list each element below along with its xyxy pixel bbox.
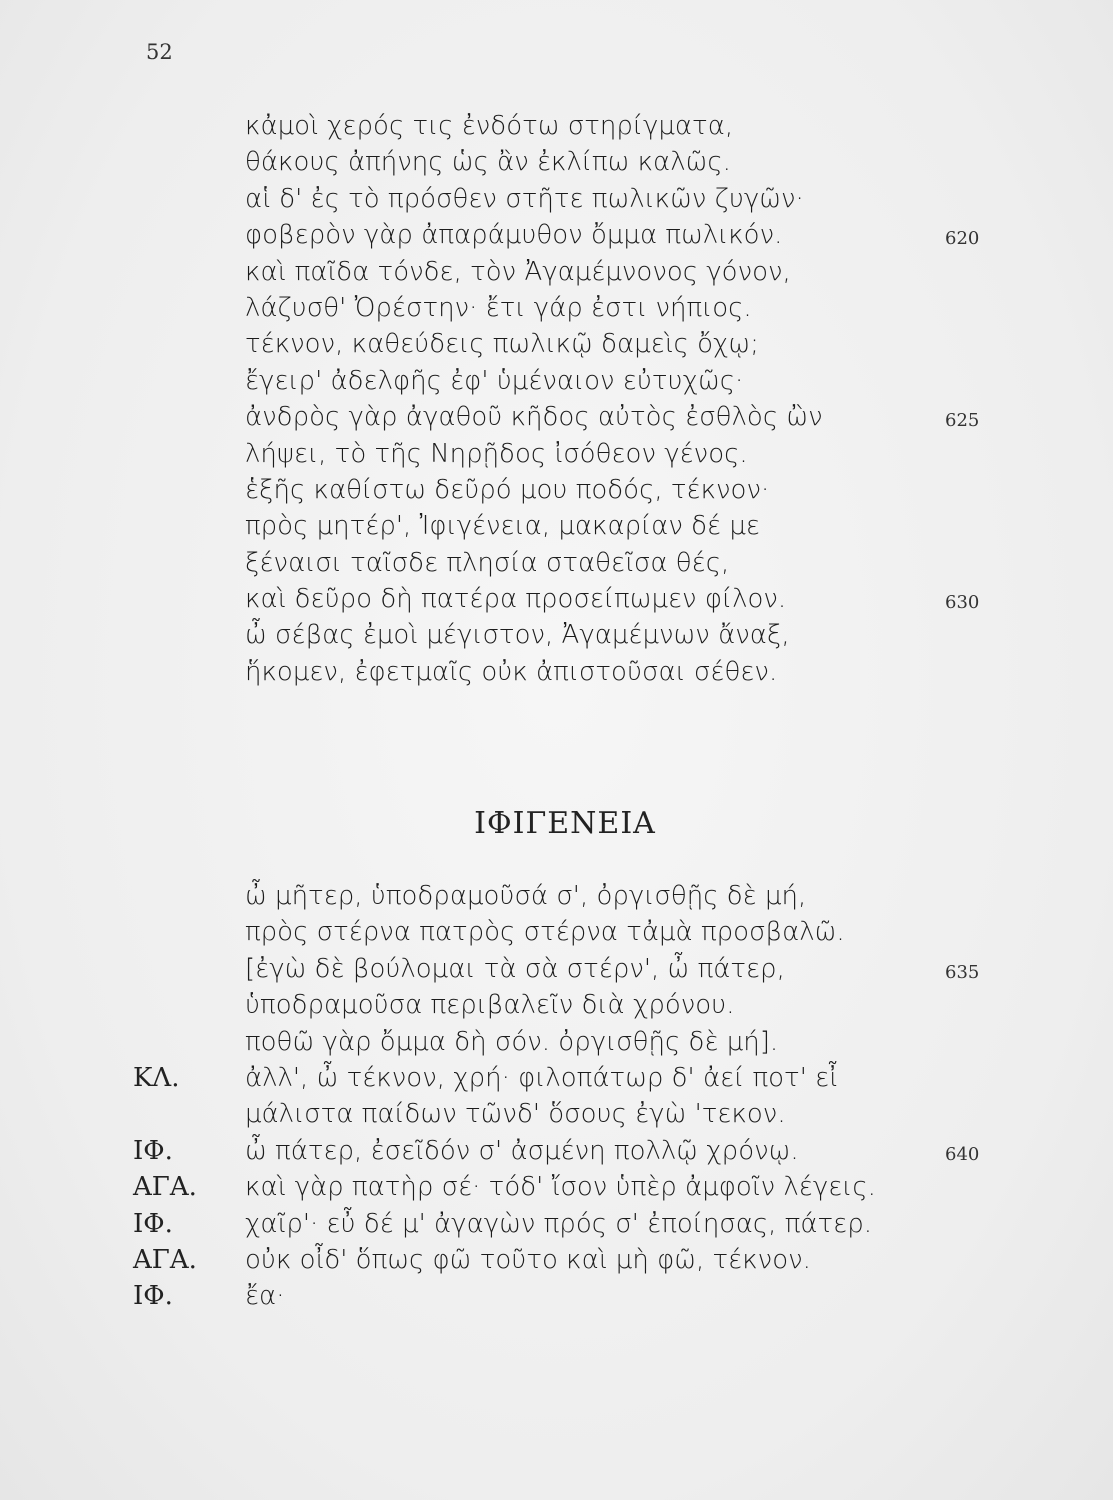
verse-line xyxy=(245,617,1005,653)
verse-text: ξέναισι ταῖσδε πλησία σταθεῖσα θές, xyxy=(245,547,730,578)
verse-text: θάκους ἀπήνης ὡς ἂν ἐκλίπω καλῶς. xyxy=(245,147,731,178)
verse-line xyxy=(245,878,1005,914)
verse-text: οὐκ οἶδ' ὅπως φῶ τοῦτο καὶ μὴ φῶ, τέκνον. xyxy=(245,1244,811,1275)
speaker-label: ΚΛ. xyxy=(133,1062,180,1093)
page-number: 52 xyxy=(146,40,173,64)
verse-text: λήψει, τὸ τῆς Νηρῇδος ἰσόθεον γένος. xyxy=(245,438,748,469)
verse-text: ὑποδραμοῦσα περιβαλεῖν διὰ χρόνου. xyxy=(245,990,735,1021)
line-number: 630 xyxy=(945,592,980,614)
speaker-label: ΙΦ. xyxy=(133,1135,173,1166)
verse-line xyxy=(245,914,1005,950)
verse-line xyxy=(245,951,1005,987)
speaker-label: ΑΓΑ. xyxy=(133,1172,197,1203)
verse-text: αἱ δ' ἐς τὸ πρόσθεν στῆτε πωλικῶν ζυγῶν· xyxy=(245,183,804,214)
verse-line xyxy=(245,326,1005,362)
verse-line xyxy=(245,581,1005,617)
verse-line xyxy=(133,1206,1005,1242)
verse-line xyxy=(133,1060,1005,1096)
verse-line xyxy=(245,436,1005,472)
speaker-label: ΙΦ. xyxy=(133,1281,173,1312)
verse-text: [ἐγὼ δὲ βούλομαι τὰ σὰ στέρν', ὦ πάτερ, xyxy=(245,953,785,984)
verse-line xyxy=(245,217,1005,253)
verse-text: ὦ μῆτερ, ὑποδραμοῦσά σ', ὀργισθῇς δὲ μή, xyxy=(245,881,807,911)
verse-line xyxy=(245,654,1005,690)
verse-line xyxy=(245,144,1005,180)
verse-line xyxy=(245,987,1005,1023)
speaker-label: ΑΓΑ. xyxy=(133,1244,197,1275)
verse-text: ὦ σέβας ἐμοὶ μέγιστον, Ἀγαμέμνων ἄναξ, xyxy=(245,620,790,651)
verse-text: καὶ γὰρ πατὴρ σέ· τόδ' ἴσον ὑπὲρ ἀμφοῖν λέγεις. xyxy=(245,1172,876,1203)
verse-block-2 xyxy=(133,878,1005,1315)
verse-text: φοβερὸν γὰρ ἀπαράμυθον ὄμμα πωλικόν. xyxy=(245,220,783,251)
verse-line xyxy=(245,472,1005,508)
verse-line xyxy=(133,1242,1005,1278)
verse-text: χαῖρ'· εὖ δέ μ' ἀγαγὼν πρός σ' ἐποίησας, πάτερ. xyxy=(245,1208,872,1239)
verse-text: ἥκομεν, ἐφετμαῖς οὐκ ἀπιστοῦσαι σέθεν. xyxy=(245,656,778,687)
verse-line xyxy=(245,181,1005,217)
verse-text: καὶ παῖδα τόνδε, τὸν Ἀγαμέμνονος γόνον, xyxy=(245,256,791,287)
verse-text: ἑξῆς καθίστω δεῦρό μου ποδός, τέκνον· xyxy=(245,474,770,505)
verse-line xyxy=(245,108,1005,144)
verse-line xyxy=(245,399,1005,435)
verse-line xyxy=(245,508,1005,544)
line-number: 620 xyxy=(945,228,980,250)
verse-text: ποθῶ γὰρ ὄμμα δὴ σόν. ὀργισθῇς δὲ μή]. xyxy=(245,1026,779,1057)
verse-text: καὶ δεῦρο δὴ πατέρα προσείπωμεν φίλον. xyxy=(245,584,787,615)
verse-text: ἔγειρ' ἀδελφῆς ἐφ' ὑμέναιον εὐτυχῶς· xyxy=(245,365,744,396)
verse-line xyxy=(245,254,1005,290)
verse-text: κἀμοὶ χερός τις ἐνδότω στηρίγματα, xyxy=(245,111,734,141)
verse-line xyxy=(133,1133,1005,1169)
verse-block-1 xyxy=(245,108,1005,690)
verse-text: ἀνδρὸς γὰρ ἀγαθοῦ κῆδος αὐτὸς ἐσθλὸς ὢν xyxy=(245,402,823,433)
verse-line xyxy=(245,545,1005,581)
verse-text: μάλιστα παίδων τῶνδ' ὅσους ἐγὼ 'τεκον. xyxy=(245,1099,786,1130)
verse-line xyxy=(245,1024,1005,1060)
verse-line xyxy=(245,363,1005,399)
line-number: 625 xyxy=(945,410,980,432)
verse-line xyxy=(133,1278,1005,1314)
speaker-heading: ΙΦΙΓΕΝΕΙΑ xyxy=(474,806,656,841)
verse-text: τέκνον, καθεύδεις πωλικῷ δαμεὶς ὄχῳ; xyxy=(245,329,759,360)
verse-line xyxy=(133,1169,1005,1205)
verse-text: πρὸς μητέρ', Ἰφιγένεια, μακαρίαν δέ με xyxy=(245,511,760,542)
verse-text: ὦ πάτερ, ἐσεῖδόν σ' ἀσμένη πολλῷ χρόνῳ. xyxy=(245,1135,799,1166)
verse-text: ἀλλ', ὦ τέκνον, χρή· φιλοπάτωρ δ' ἀεί ποτ' εἶ xyxy=(245,1062,838,1093)
verse-text: λάζυσθ' Ὀρέστην· ἔτι γάρ ἐστι νήπιος. xyxy=(245,292,752,323)
verse-line xyxy=(245,290,1005,326)
speaker-label: ΙΦ. xyxy=(133,1208,173,1239)
verse-line xyxy=(245,1096,1005,1132)
line-number: 635 xyxy=(945,961,980,983)
verse-text: πρὸς στέρνα πατρὸς στέρνα τἀμὰ προσβαλῶ. xyxy=(245,917,845,948)
line-number: 640 xyxy=(945,1143,980,1165)
verse-text: ἔα· xyxy=(245,1281,285,1312)
